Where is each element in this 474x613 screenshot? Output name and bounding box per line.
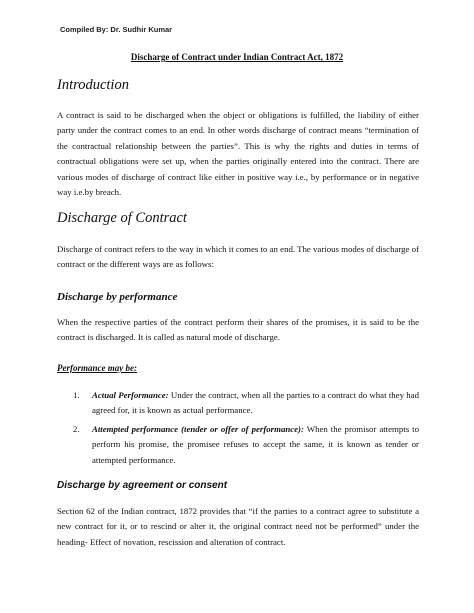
compiled-by: Compiled By: Dr. Sudhir Kumar [60, 25, 173, 34]
discharge-of-contract-paragraph: Discharge of contract refers to the way in which it comes to an end. The various modes of discharge of contract or the different ways are as follows: [57, 244, 419, 270]
discharge-by-agreement-heading: Discharge by agreement or consent [57, 480, 228, 491]
introduction-paragraph: A contract is said to be discharged when the object or obligations is fulfilled, the liability of either party under the contract comes to an end. In other words discharge of contract means “termination of the contractual relationship between the parties”. This is why the rights and duties in terms of contractual obligations were set up, when the parties originally entered into the contract. There are various modes of discharge of contract like either in positive way i.e., by performance or in negative way i.e.by breach. [57, 110, 419, 198]
list-item [73, 388, 419, 419]
performance-list [73, 388, 419, 471]
discharge-by-performance-paragraph: When the respective parties of the contract perform their shares of the promises, it is said to be the contract is discharged. It is called as natural mode of discharge. [57, 317, 419, 343]
list-number: 2. [73, 423, 80, 434]
performance-may-be-heading: Performance may be: [57, 363, 137, 373]
document-title: Discharge of Contract under Indian Contract Act, 1872 [130, 52, 344, 62]
discharge-of-contract-heading: Discharge of Contract [57, 210, 187, 226]
list-text: When the promisor attempts to perform his promise, the promisee refuses to accept the same, it is known as tender or attempted performance. [92, 423, 419, 465]
list-term: Actual Performance: [92, 390, 169, 400]
list-number: 1. [73, 390, 80, 400]
introduction-heading: Introduction [57, 77, 129, 93]
list-text: Under the contract, when all the parties to a contract do what they had agreed for, it is known as actual performance. [92, 390, 419, 416]
discharge-by-performance-heading: Discharge by performance [57, 291, 178, 303]
list-item [73, 422, 419, 468]
discharge-by-agreement-paragraph: Section 62 of the Indian contract, 1872 provides that “if the parties to a contract agree to substitute a new contract for it, or to rescind or alter it, the original contract need not be performed” under the heading- Effect of novation, rescission and alteration of contract. [57, 506, 419, 547]
list-term: Attempted performance (tender or offer of performance): [92, 423, 304, 434]
